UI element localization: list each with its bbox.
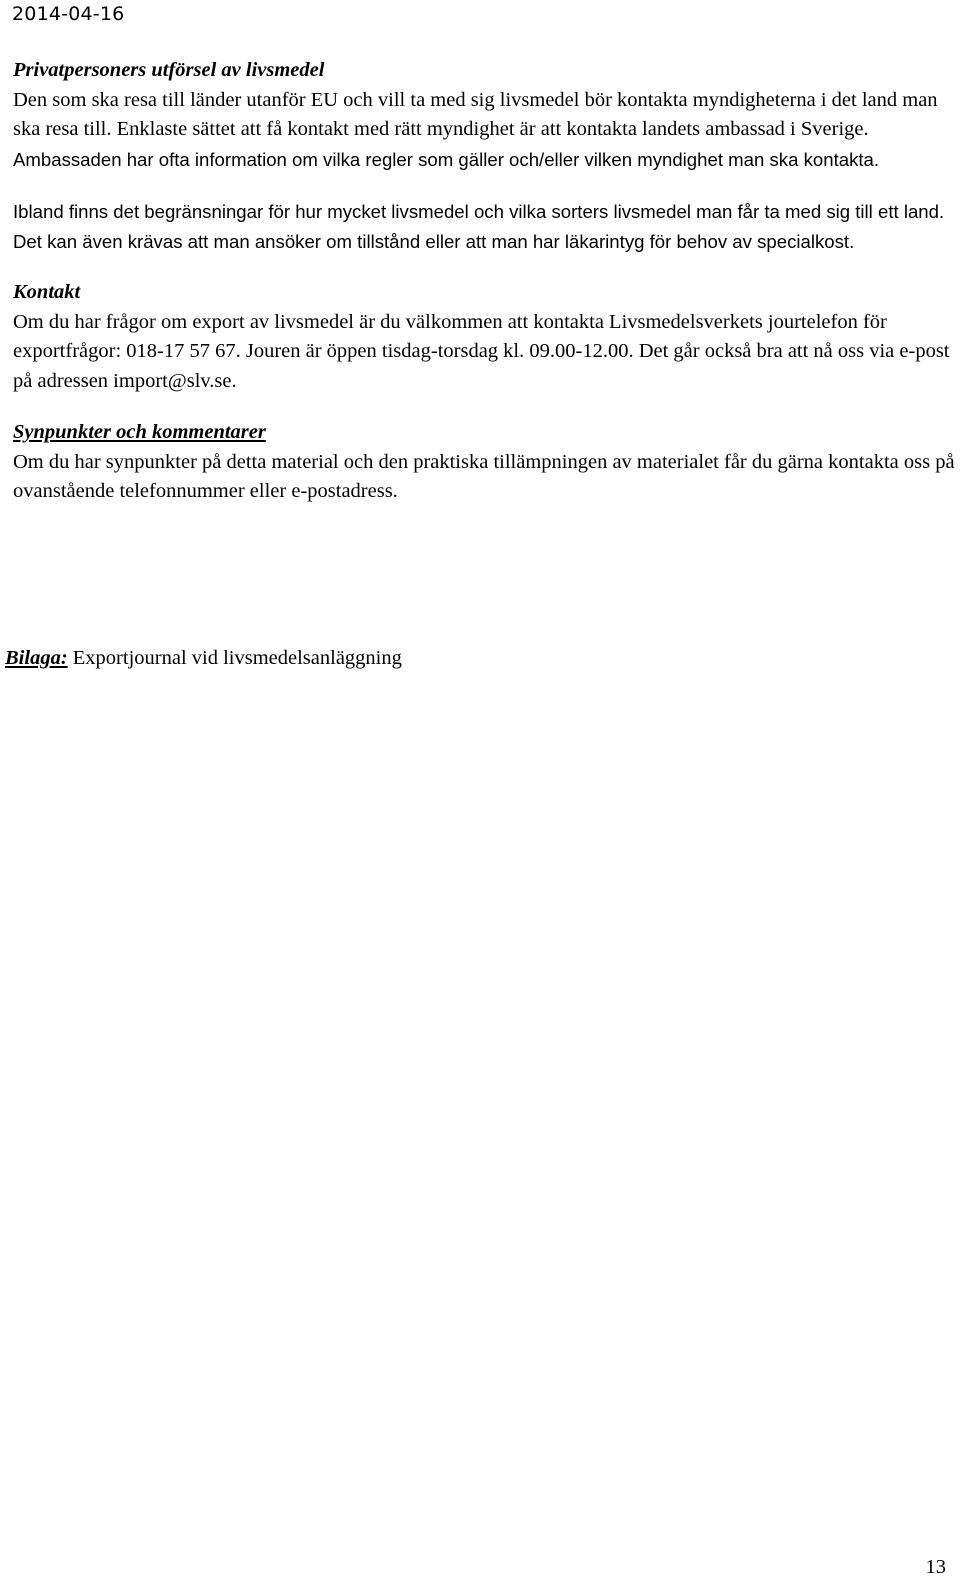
paragraph-utforsel-intro-serif: Den som ska resa till länder utanför EU och vill ta med sig livsmedel bör kontakta myndigheterna i det land man ska resa till. Enklaste sättet att få kontakt med rätt myndighet är att kontakta landets ambassad i Sverige.	[13, 88, 938, 140]
section-heading-synpunkter: Synpunkter och kommentarer	[13, 421, 266, 443]
section-heading-utforsel: Privatpersoners utförsel av livsmedel	[13, 59, 325, 81]
paragraph-utforsel-intro-sans: Ambassaden har ofta information om vilka regler som gäller och/eller vilken myndighet man ska kontakta.	[13, 148, 880, 170]
paragraph-begransningar: Ibland finns det begränsningar för hur mycket livsmedel och vilka sorters livsmedel man får ta med sig till ett land. Det kan även krävas att man ansöker om tillstånd eller att man har läkarintyg för behov av specialkost.	[13, 201, 945, 252]
section-heading-kontakt: Kontakt	[13, 281, 81, 303]
section-synpunkter	[13, 418, 958, 507]
attachment-label: Bilaga:	[5, 647, 68, 669]
document-body	[13, 56, 958, 529]
attachment-line	[5, 644, 402, 674]
document-date: 2014-04-16	[12, 3, 125, 25]
section-begransningar	[13, 197, 958, 256]
section-kontakt	[13, 278, 958, 396]
attachment-title: Exportjournal vid livsmedelsanläggning	[72, 647, 402, 669]
section-utforsel	[13, 56, 958, 175]
paragraph-utforsel-intro	[13, 86, 958, 176]
paragraph-kontakt: Om du har frågor om export av livsmedel är du välkommen att kontakta Livsmedelsverkets jourtelefon för exportfrågor: 018-17 57 67. Jouren är öppen tisdag-torsdag kl. 09.00-12.00. Det går också bra att nå oss via e-post på adressen import@slv.se.	[13, 310, 950, 392]
paragraph-synpunkter: Om du har synpunkter på detta material och den praktiska tillämpningen av materialet får du gärna kontakta oss på ovanstående telefonnummer eller e-postadress.	[13, 450, 955, 502]
page-number: 13	[925, 1556, 946, 1578]
